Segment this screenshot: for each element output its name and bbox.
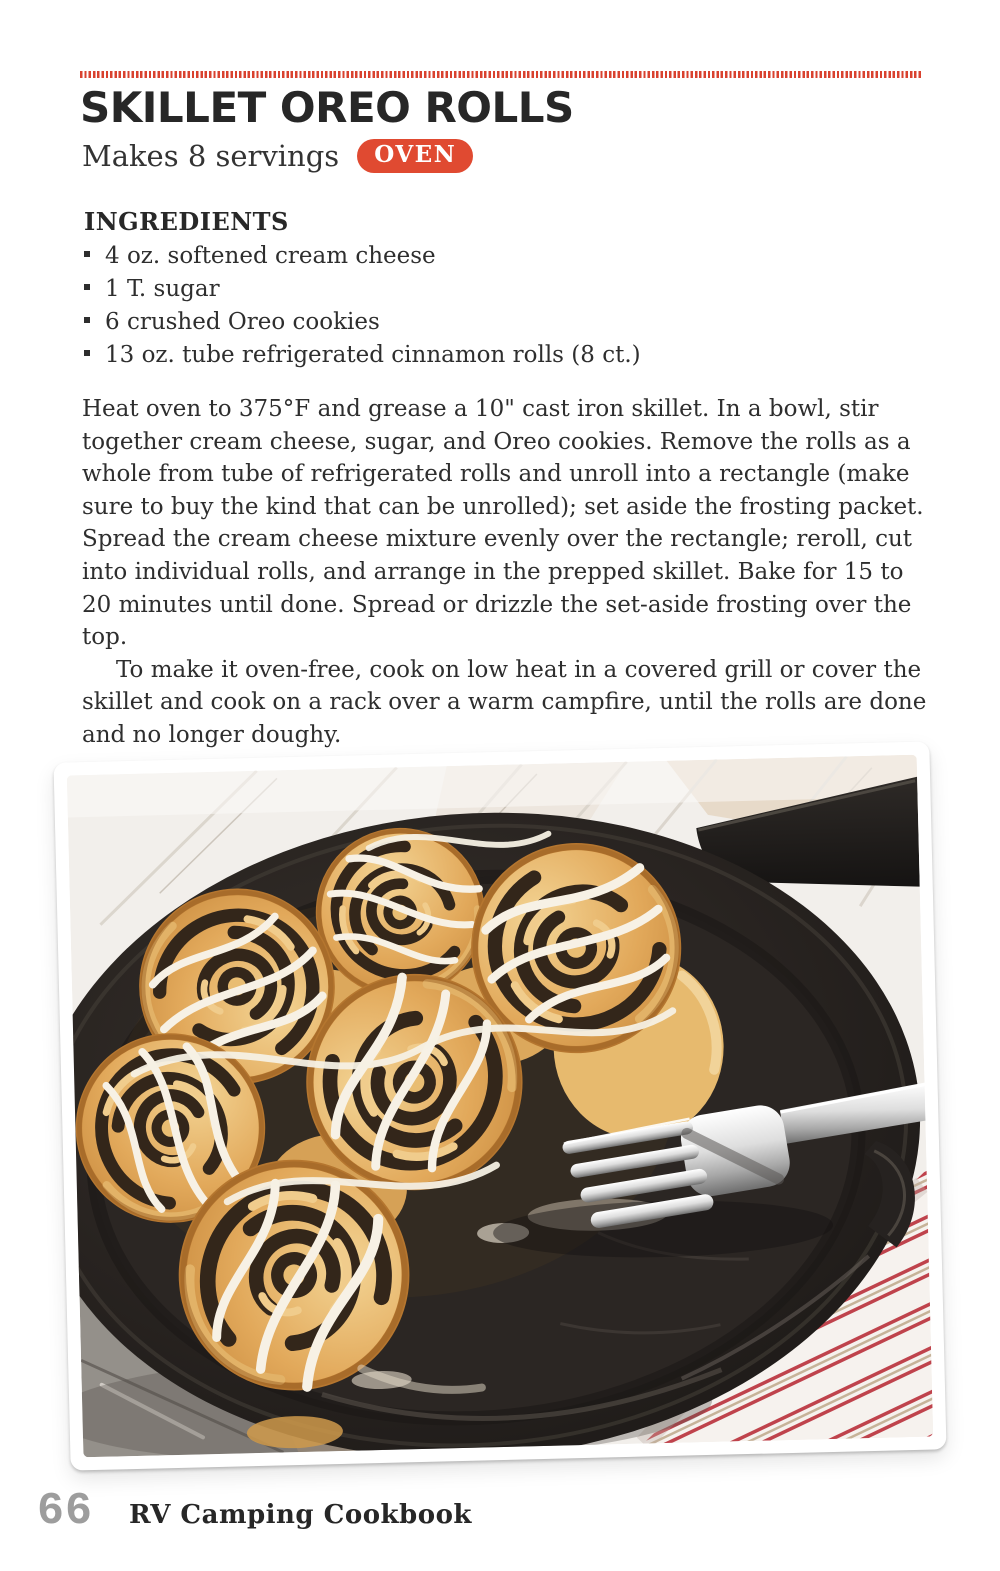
instructions [82,393,930,752]
page-footer [37,1486,472,1537]
skillet-rolls-illustration [67,755,933,1458]
instructions-paragraph-2: To make it oven-free, cook on low heat in a covered grill or cover the skillet and cook on a rack over a warm campfire, until the rolls are done and no longer doughy. [82,656,927,748]
ingredient-text: 4 oz. softened cream cheese [105,243,436,269]
book-title: RV Camping Cookbook [129,1500,472,1530]
recipe-photo [53,741,946,1470]
bullet-icon [84,317,90,323]
dotted-divider [80,71,921,78]
ingredients-list [84,240,641,372]
ingredient-item [84,273,641,306]
instructions-paragraph-1: Heat oven to 375°F and grease a 10" cast iron skillet. In a bowl, stir together cream cheese, sugar, and Oreo cookies. Remove the rolls as a whole from tube of refrigerated rolls and unroll into a rectangle (make sure to buy the kind that can be unrolled); set aside the frosting packet. Spread the cream cheese mixture evenly over the rectangle; reroll, cut into individual rolls, and arrange in the prepped skillet. Bake for 15 to 20 minutes until done. Spread or drizzle the set-aside frosting over the top. [82,396,924,651]
ingredient-item [84,240,641,273]
ingredient-text: 1 T. sugar [105,276,220,302]
ingredient-item [84,306,641,339]
bullet-icon [84,284,90,290]
oven-badge: OVEN [357,139,473,173]
ingredient-text: 6 crushed Oreo cookies [105,309,380,335]
servings-text: Makes 8 servings [82,139,340,173]
ingredient-text: 13 oz. tube refrigerated cinnamon rolls (8 ct.) [105,342,641,368]
subtitle-row [82,139,473,173]
page-number: 66 [37,1486,94,1537]
bullet-icon [84,350,90,356]
ingredients-heading: INGREDIENTS [84,207,289,236]
ingredient-item [84,339,641,372]
page-title: SKILLET OREO ROLLS [80,83,574,132]
bullet-icon [84,251,90,257]
